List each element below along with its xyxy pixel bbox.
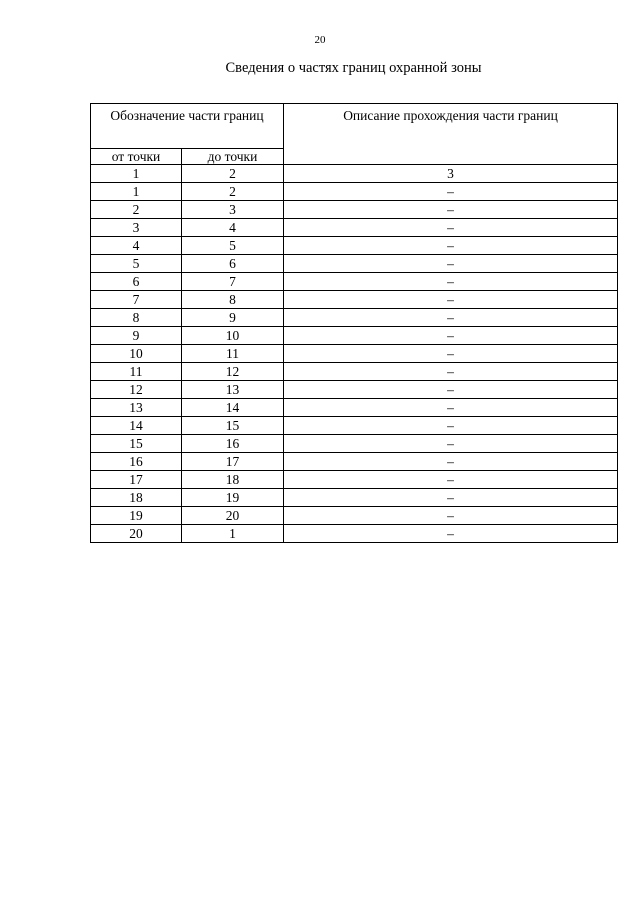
cell-from-point: 9 xyxy=(91,327,182,345)
cell-from-point: 20 xyxy=(91,525,182,543)
cell-to-point: 1 xyxy=(182,525,284,543)
cell-to-point: 7 xyxy=(182,273,284,291)
table-row xyxy=(91,183,618,201)
table-row xyxy=(91,255,618,273)
table-row xyxy=(91,507,618,525)
cell-from-point: 10 xyxy=(91,345,182,363)
cell-from-point: 12 xyxy=(91,381,182,399)
cell-description: – xyxy=(284,489,618,507)
table-row xyxy=(91,435,618,453)
cell-to-point: 11 xyxy=(182,345,284,363)
cell-to-point: 17 xyxy=(182,453,284,471)
cell-from-point: 18 xyxy=(91,489,182,507)
cell-from-point: 1 xyxy=(91,183,182,201)
table-row xyxy=(91,273,618,291)
table-row xyxy=(91,237,618,255)
cell-description: – xyxy=(284,399,618,417)
cell-description: – xyxy=(284,417,618,435)
cell-from-point: 7 xyxy=(91,291,182,309)
table-row xyxy=(91,201,618,219)
column-number: 1 xyxy=(91,165,182,183)
cell-to-point: 2 xyxy=(182,183,284,201)
cell-description: – xyxy=(284,345,618,363)
cell-description: – xyxy=(284,183,618,201)
cell-to-point: 18 xyxy=(182,471,284,489)
cell-from-point: 6 xyxy=(91,273,182,291)
table-body xyxy=(91,165,618,543)
table-row xyxy=(91,453,618,471)
table-row xyxy=(91,345,618,363)
cell-from-point: 14 xyxy=(91,417,182,435)
table-row xyxy=(91,381,618,399)
cell-description: – xyxy=(284,291,618,309)
cell-description: – xyxy=(284,525,618,543)
table-header xyxy=(91,104,618,165)
cell-to-point: 20 xyxy=(182,507,284,525)
cell-from-point: 2 xyxy=(91,201,182,219)
cell-to-point: 19 xyxy=(182,489,284,507)
cell-description: – xyxy=(284,363,618,381)
cell-from-point: 5 xyxy=(91,255,182,273)
cell-description: – xyxy=(284,201,618,219)
cell-description: – xyxy=(284,309,618,327)
cell-description: – xyxy=(284,453,618,471)
cell-to-point: 4 xyxy=(182,219,284,237)
cell-to-point: 16 xyxy=(182,435,284,453)
header-boundary-designation: Обозначение части границ xyxy=(91,104,284,146)
cell-to-point: 9 xyxy=(182,309,284,327)
cell-from-point: 19 xyxy=(91,507,182,525)
cell-description: – xyxy=(284,273,618,291)
header-to-point: до точки xyxy=(182,149,284,165)
cell-to-point: 15 xyxy=(182,417,284,435)
cell-to-point: 10 xyxy=(182,327,284,345)
cell-description: – xyxy=(284,255,618,273)
cell-description: – xyxy=(284,219,618,237)
cell-from-point: 16 xyxy=(91,453,182,471)
column-number-row xyxy=(91,165,618,183)
cell-description: – xyxy=(284,435,618,453)
cell-to-point: 13 xyxy=(182,381,284,399)
table-row xyxy=(91,363,618,381)
table-row xyxy=(91,417,618,435)
boundary-parts-table xyxy=(90,103,618,543)
table-row xyxy=(91,309,618,327)
cell-description: – xyxy=(284,381,618,399)
cell-description: – xyxy=(284,237,618,255)
cell-description: – xyxy=(284,507,618,525)
cell-to-point: 3 xyxy=(182,201,284,219)
header-boundary-description: Описание прохождения части границ xyxy=(284,104,618,165)
table-row xyxy=(91,399,618,417)
cell-to-point: 6 xyxy=(182,255,284,273)
cell-from-point: 8 xyxy=(91,309,182,327)
table-row xyxy=(91,525,618,543)
cell-to-point: 8 xyxy=(182,291,284,309)
table-row xyxy=(91,327,618,345)
header-from-point: от точки xyxy=(91,149,182,165)
cell-description: – xyxy=(284,327,618,345)
document-title: Сведения о частях границ охранной зоны xyxy=(225,60,482,76)
cell-from-point: 13 xyxy=(91,399,182,417)
cell-to-point: 12 xyxy=(182,363,284,381)
table-row xyxy=(91,489,618,507)
cell-from-point: 4 xyxy=(91,237,182,255)
table-row xyxy=(91,219,618,237)
cell-from-point: 11 xyxy=(91,363,182,381)
page-number: 20 xyxy=(314,34,326,46)
cell-to-point: 14 xyxy=(182,399,284,417)
cell-description: – xyxy=(284,471,618,489)
column-number: 3 xyxy=(284,165,618,183)
table-row xyxy=(91,291,618,309)
cell-from-point: 17 xyxy=(91,471,182,489)
cell-from-point: 15 xyxy=(91,435,182,453)
cell-from-point: 3 xyxy=(91,219,182,237)
column-number: 2 xyxy=(182,165,284,183)
cell-to-point: 5 xyxy=(182,237,284,255)
table-row xyxy=(91,471,618,489)
